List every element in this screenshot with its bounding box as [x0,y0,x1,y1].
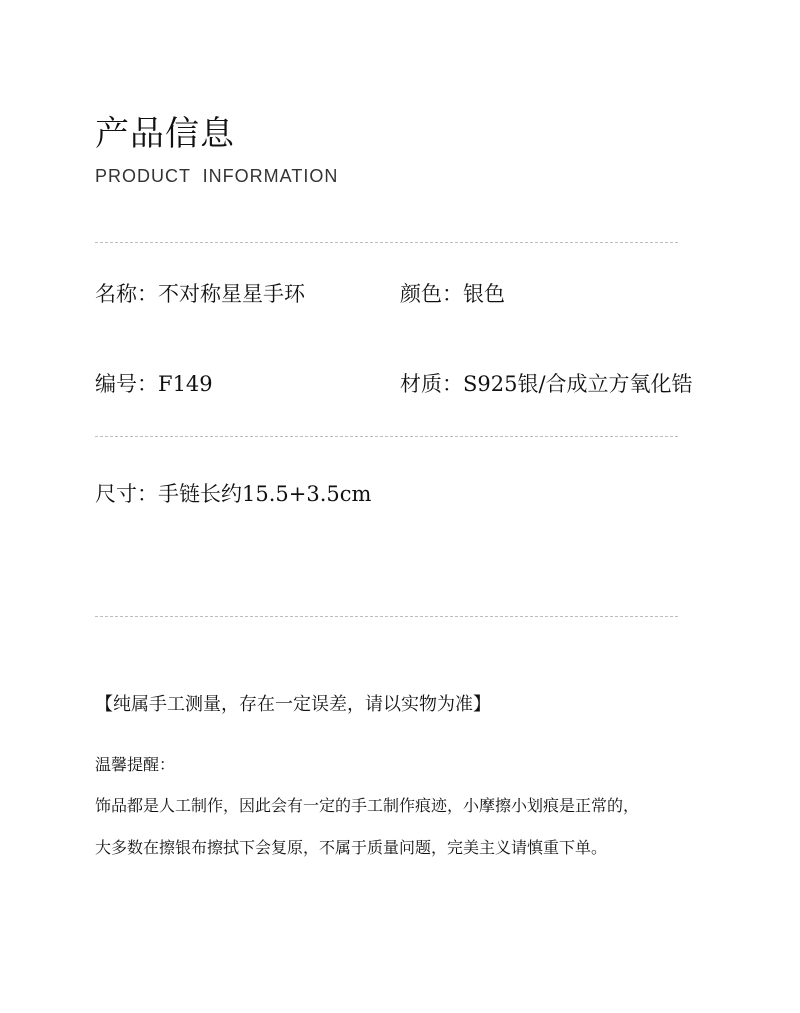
measurement-note: 【纯属手工测量，存在一定误差，请以实物为准】 [95,694,491,715]
page-title: 产品信息 [95,114,235,154]
product-color: 颜色：银色 [400,282,505,306]
divider-middle [95,436,678,437]
divider-top [95,242,678,243]
page-subtitle: PRODUCT INFORMATION [95,166,339,186]
product-name: 名称：不对称星星手环 [95,282,305,306]
product-code: 编号：F149 [95,372,213,396]
tips-line: 饰品都是人工制作，因此会有一定的手工制作痕迹，小摩擦小划痕是正常的， [95,796,640,815]
divider-bottom [95,616,678,617]
tips-line: 大多数在擦银布擦拭下会复原，不属于质量问题，完美主义请慎重下单。 [95,838,608,857]
product-size: 尺寸：手链长约15.5+3.5cm [95,482,372,506]
tips-title: 温馨提醒： [95,755,176,774]
product-material: 材质：S925银/合成立方氧化锆 [400,372,693,396]
